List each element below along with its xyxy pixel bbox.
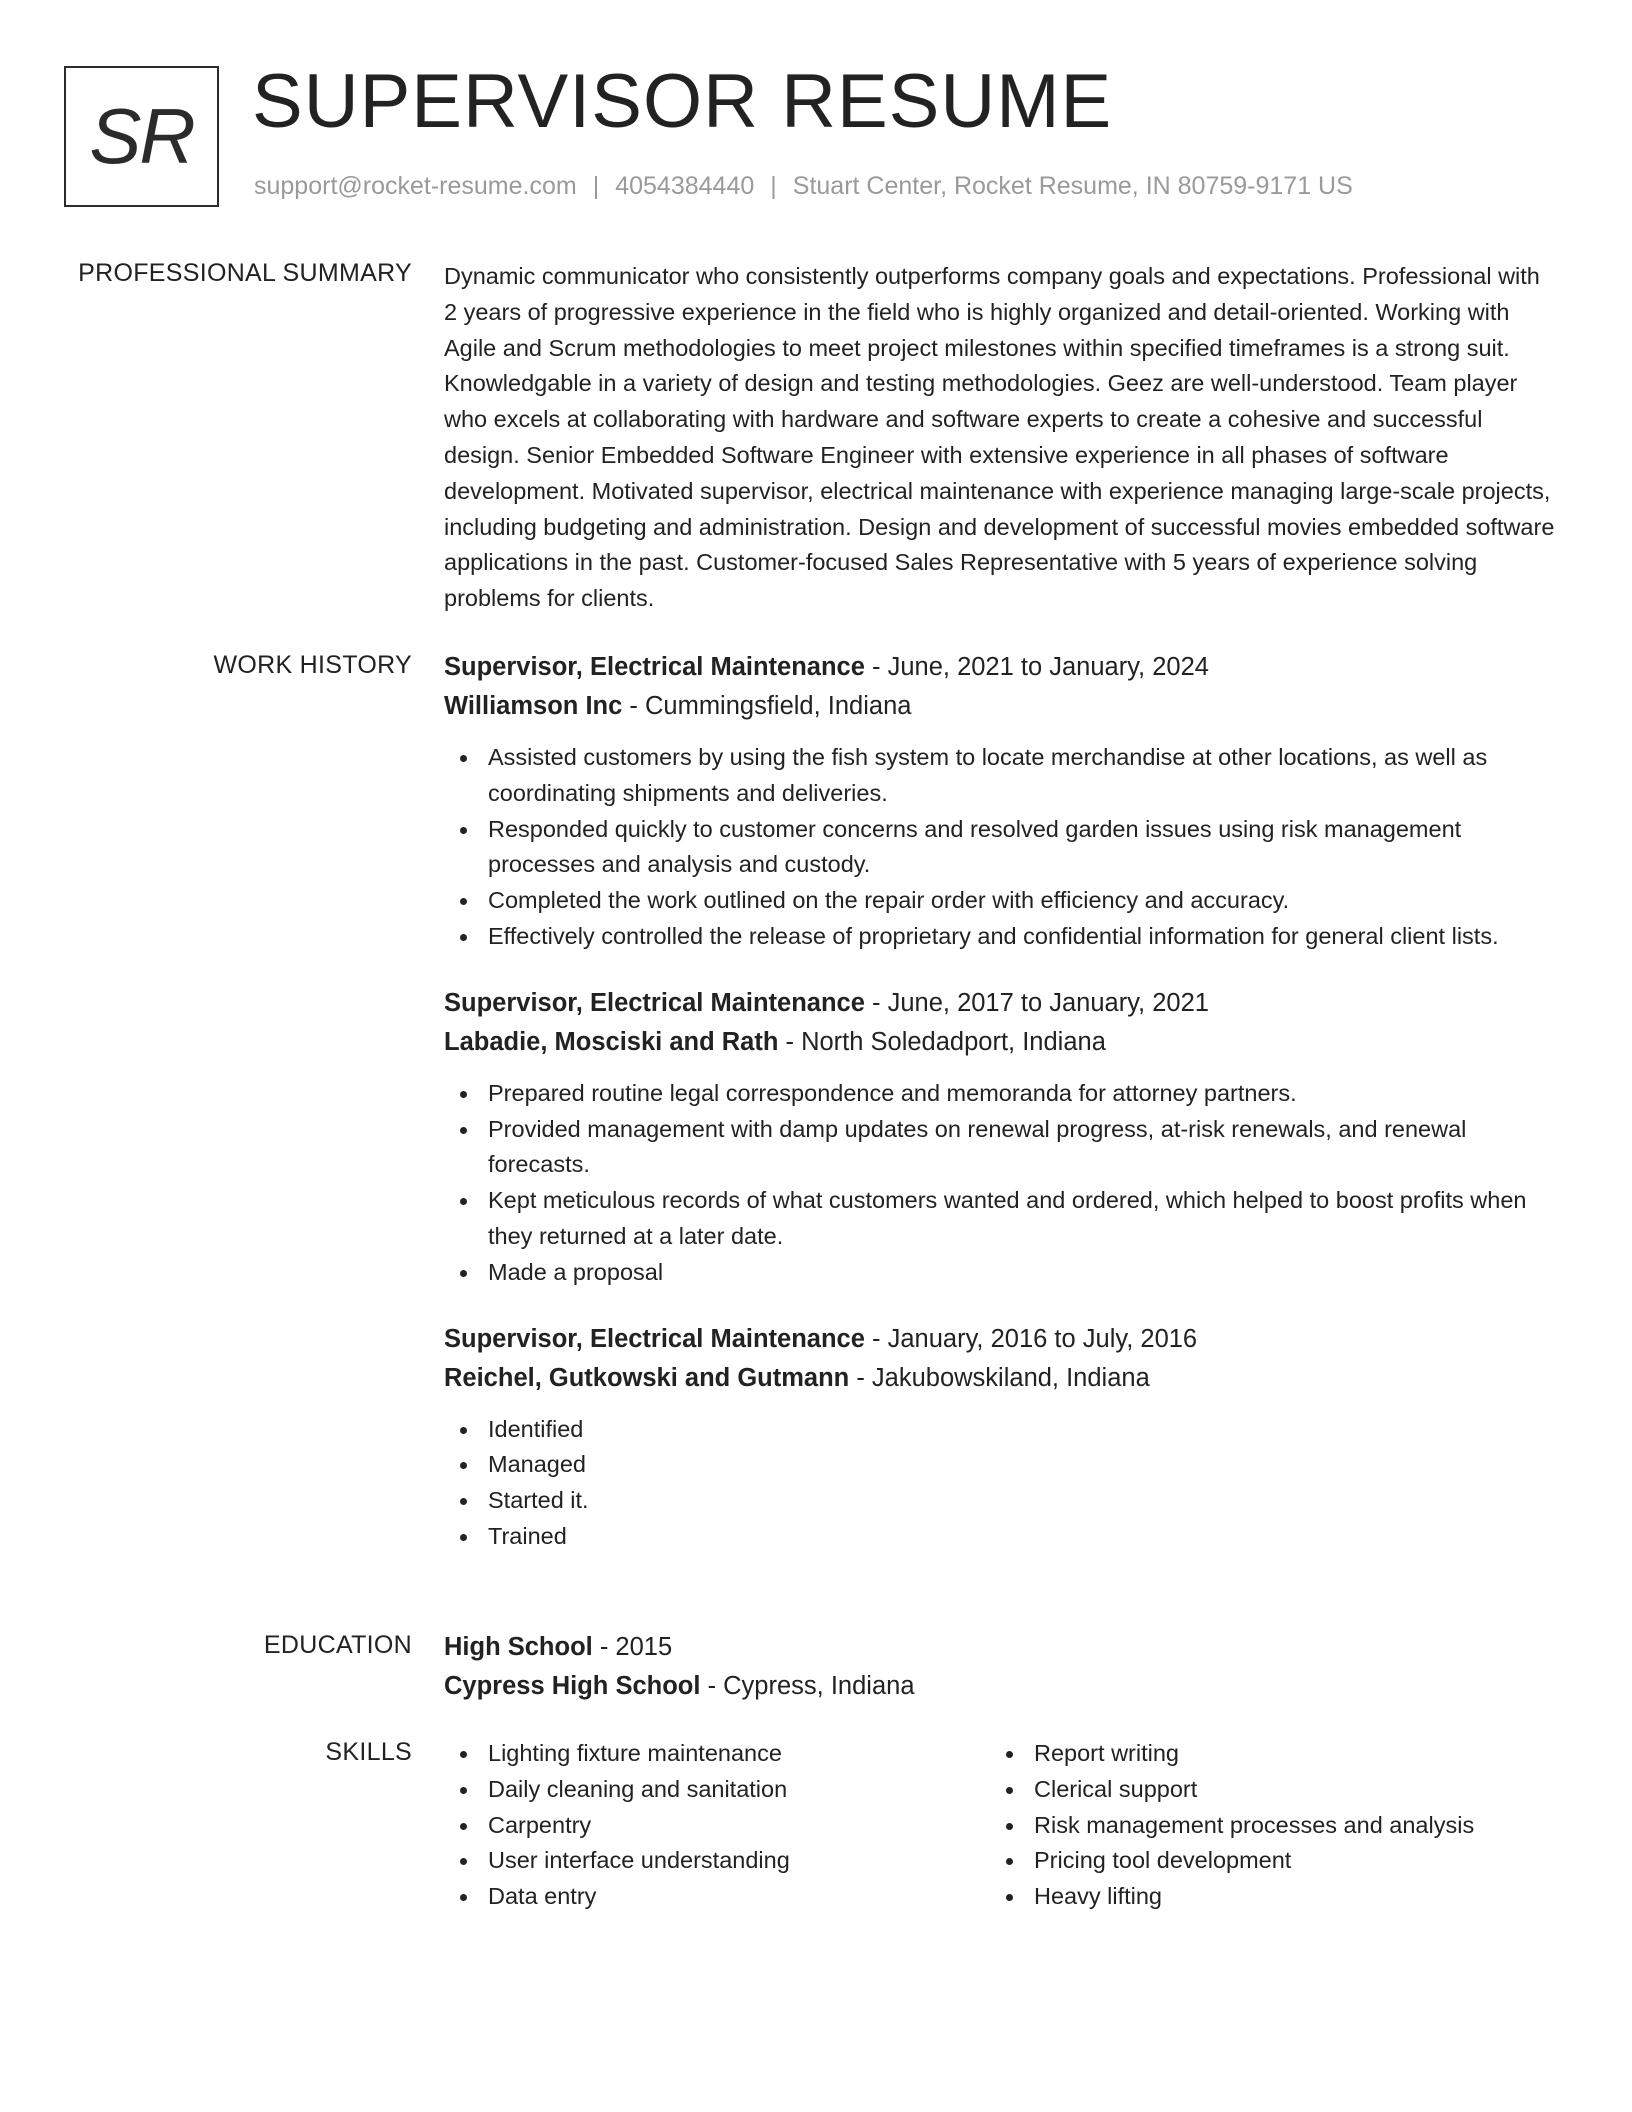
- job-bullet: Assisted customers by using the fish system to locate merchandise at other locations, as well as coordinating shipments and deliveries.: [444, 740, 1556, 812]
- job-title: Supervisor, Electrical Maintenance: [444, 988, 865, 1017]
- education-school: Cypress High School: [444, 1672, 701, 1700]
- job-bullets: [444, 740, 1556, 955]
- job-company: Labadie, Mosciski and Rath: [444, 1027, 779, 1056]
- skill-item: Clerical support: [990, 1772, 1536, 1808]
- job-bullets: [444, 1412, 1556, 1555]
- job-title: Supervisor, Electrical Maintenance: [444, 653, 865, 681]
- section-label-work-history: WORK HISTORY: [213, 651, 412, 679]
- job-title-line: [444, 648, 1556, 687]
- monogram-initials: SR: [89, 92, 194, 180]
- job-bullet: Managed: [444, 1447, 1556, 1483]
- job-bullets: [444, 1076, 1556, 1291]
- job-location: - North Soledadport, Indiana: [778, 1027, 1106, 1056]
- job-dates: - June, 2021 to January, 2024: [864, 653, 1209, 681]
- skill-item: Heavy lifting: [990, 1879, 1536, 1915]
- job-bullet: Made a proposal: [444, 1255, 1556, 1291]
- education-year: - 2015: [592, 1633, 673, 1661]
- job-bullet: Completed the work outlined on the repair order with efficiency and accuracy.: [444, 883, 1556, 919]
- skills-grid: [444, 1736, 1556, 1915]
- job-company-line: [444, 1359, 1556, 1398]
- skills-list: [444, 1736, 990, 1915]
- skill-item: Risk management processes and analysis: [990, 1808, 1536, 1844]
- job-company: Williamson Inc: [444, 692, 623, 720]
- contact-email: support@rocket-resume.com: [254, 172, 577, 200]
- job-dates: - January, 2016 to July, 2016: [864, 1324, 1198, 1353]
- section-label-summary: PROFESSIONAL SUMMARY: [78, 259, 412, 287]
- job-bullet: Started it.: [444, 1483, 1556, 1519]
- job-bullet: Identified: [444, 1412, 1556, 1448]
- job-bullet: Prepared routine legal correspondence and memoranda for attorney partners.: [444, 1076, 1556, 1112]
- contact-separator: |: [592, 172, 600, 200]
- skill-item: Daily cleaning and sanitation: [444, 1772, 990, 1808]
- education-school-line: [444, 1667, 1556, 1706]
- contact-phone: 4054384440: [615, 172, 755, 200]
- skill-item: Lighting fixture maintenance: [444, 1736, 990, 1772]
- contact-line: [254, 172, 1353, 201]
- skill-item: Report writing: [990, 1736, 1536, 1772]
- skill-item: Carpentry: [444, 1808, 990, 1844]
- skill-item: Pricing tool development: [990, 1843, 1536, 1879]
- job-entry: [444, 648, 1556, 955]
- job-dates: - June, 2017 to January, 2021: [864, 988, 1209, 1017]
- skills-column-left: [444, 1736, 990, 1915]
- section-label-education: EDUCATION: [263, 1631, 412, 1659]
- job-company-line: [444, 1023, 1556, 1062]
- job-bullet: Effectively controlled the release of proprietary and confidential information for general client lists.: [444, 919, 1556, 955]
- job-entry: [444, 984, 1556, 1291]
- skills-list: [990, 1736, 1536, 1915]
- skill-item: Data entry: [444, 1879, 990, 1915]
- job-company-line: [444, 687, 1556, 726]
- job-bullet: Provided management with damp updates on renewal progress, at-risk renewals, and renewal forecasts.: [444, 1112, 1556, 1184]
- job-title-line: [444, 984, 1556, 1023]
- education-location: - Cypress, Indiana: [700, 1672, 915, 1700]
- job-location: - Cummingsfield, Indiana: [622, 692, 912, 720]
- job-entry: [444, 1320, 1556, 1555]
- skill-item: User interface understanding: [444, 1843, 990, 1879]
- job-bullet: Trained: [444, 1519, 1556, 1555]
- education-degree: High School: [444, 1633, 593, 1661]
- summary-text: Dynamic communicator who consistently outperforms company goals and expectations. Professional with 2 years of progressive experience in the field who is highly organized and detail-oriented. Working with Agile and Scrum methodologies to meet project milestones within specified timeframes is a strong suit. Knowledgable in a variety of design and testing methodologies. Geez are well-understood. Team player who excels at collaborating with hardware and software experts to create a cohesive and successful design. Senior Embedded Software Engineer with extensive experience in all phases of software development. Motivated supervisor, electrical maintenance with experience managing large-scale projects, including budgeting and administration. Design and development of successful movies embedded software applications in the past. Customer-focused Sales Representative with 5 years of experience solving problems for clients.: [444, 263, 1555, 612]
- job-location: - Jakubowskiland, Indiana: [849, 1363, 1150, 1392]
- job-title: Supervisor, Electrical Maintenance: [444, 1324, 865, 1353]
- skills-column-right: [990, 1736, 1536, 1915]
- job-bullet: Kept meticulous records of what customers wanted and ordered, which helped to boost profits when they returned at a later date.: [444, 1183, 1556, 1255]
- section-label-skills: SKILLS: [325, 1738, 412, 1766]
- job-company: Reichel, Gutkowski and Gutmann: [444, 1363, 850, 1392]
- education-degree-line: [444, 1628, 1556, 1667]
- contact-separator: |: [770, 172, 777, 200]
- monogram-box: [64, 66, 219, 207]
- job-title-line: [444, 1320, 1556, 1359]
- contact-address: Stuart Center, Rocket Resume, IN 80759-9171 US: [792, 172, 1353, 200]
- resume-title: SUPERVISOR RESUME: [252, 59, 1113, 144]
- job-bullet: Responded quickly to customer concerns and resolved garden issues using risk management processes and analysis and custody.: [444, 812, 1556, 884]
